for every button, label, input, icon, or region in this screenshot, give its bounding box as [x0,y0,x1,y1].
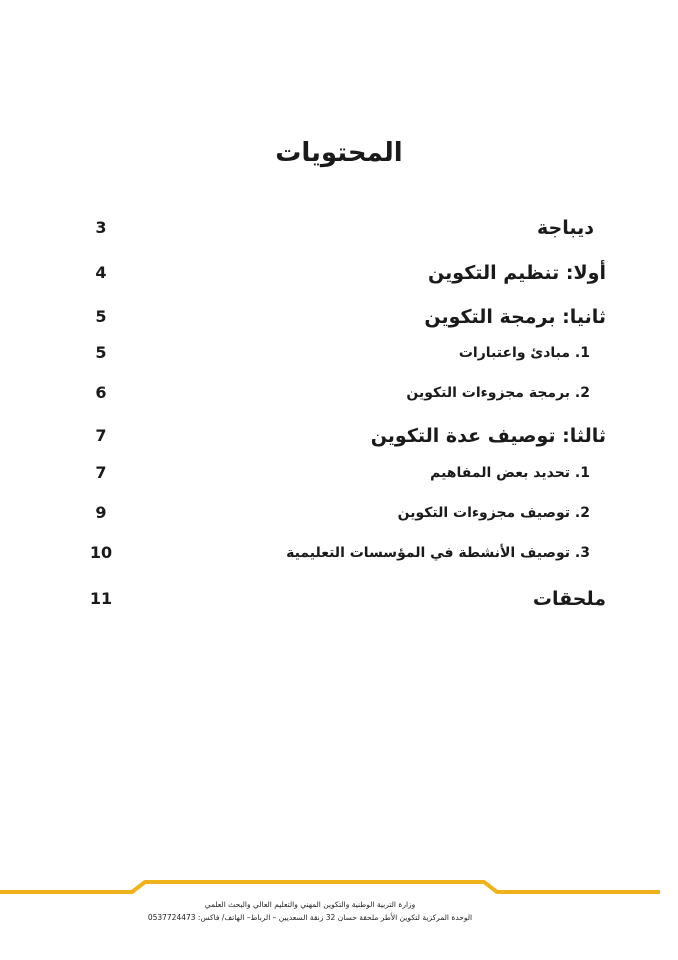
toc-entry-organization[interactable] [0,258,678,288]
toc-entry-label: 1. تحديد بعض المفاهيم [430,465,590,481]
footer-address: الوحدة المركزية لتكوين الأطر ملحقة حسان 32 زنقة السعديين – الرباط– الهاتف/ فاكس: 0537724473 [147,913,473,922]
toc-entry-page: 11 [89,589,113,608]
toc-entry-principles[interactable] [0,338,678,368]
toc-entry-page: 4 [95,263,107,282]
toc-entry-page: 3 [95,218,107,237]
page-title: المحتويات [275,138,403,168]
toc-entry-label: 3. توصيف الأنشطة في المؤسسات التعليمية [286,545,590,561]
toc-entry-training-kit[interactable] [0,421,678,451]
toc-entry-label: ثانيا: برمجة التكوين [424,306,606,328]
toc-entry-page: 7 [95,426,107,445]
toc-entry-label: أولا: تنظيم التكوين [428,262,606,284]
toc-entry-programming[interactable] [0,302,678,332]
toc-entry-activities-description[interactable] [0,538,678,568]
toc-entry-page: 6 [95,383,107,402]
toc-entry-appendices[interactable] [0,584,678,614]
toc-entry-label: ملحقات [532,588,606,610]
footer-ministry: وزارة التربية الوطنية والتكوين المهني والتعليم العالي والبحث العلمي [204,900,416,909]
toc-entry-label: 2. توصيف مجزوءات التكوين [397,505,590,521]
toc-entry-label: 2. برمجة مجزوءات التكوين [406,385,590,401]
toc-entry-label: ثالثا: توصيف عدة التكوين [370,425,606,447]
toc-entry-module-programming[interactable] [0,378,678,408]
toc-entry-page: 7 [95,463,107,482]
toc-entry-label: ديباجة [537,217,594,239]
toc-entry-page: 5 [95,343,107,362]
toc-entry-label: 1. مبادئ واعتبارات [458,345,590,361]
toc-entry-page: 10 [89,543,113,562]
toc-entry-module-description[interactable] [0,498,678,528]
toc-entry-preamble[interactable] [0,213,678,243]
toc-entry-concepts[interactable] [0,458,678,488]
toc-entry-page: 5 [95,307,107,326]
toc-entry-page: 9 [95,503,107,522]
